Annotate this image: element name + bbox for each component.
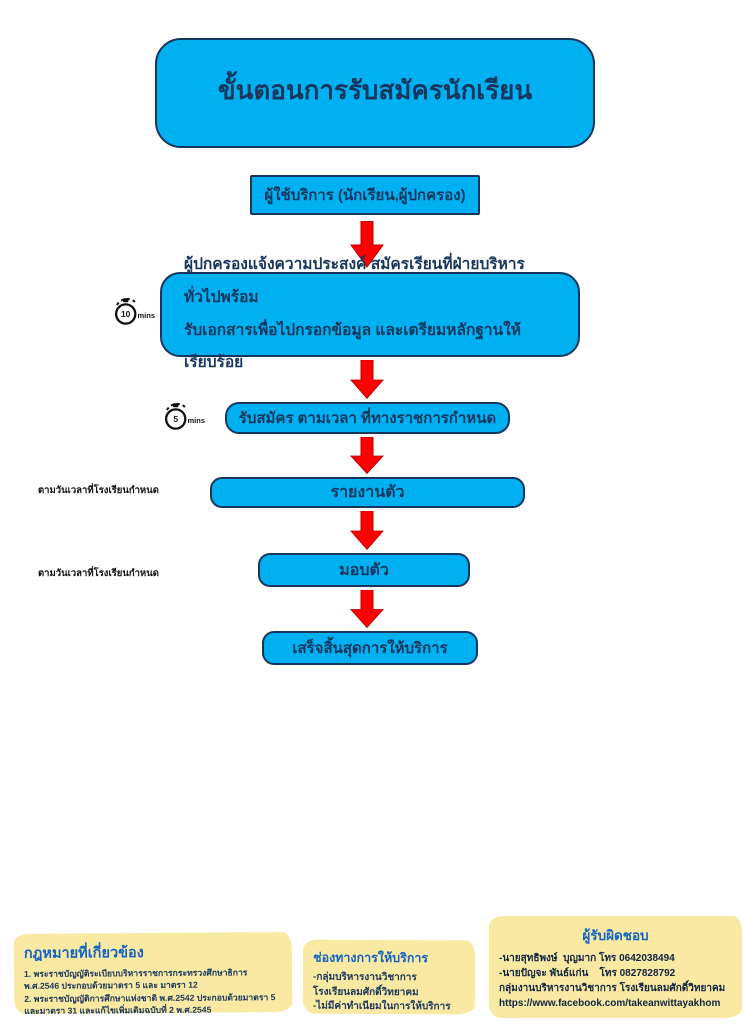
step-inform-line1: ผู้ปกครองแจ้งความประสงค์ สมัครเรียนที่ฝ่ายบริหารทั่วไปพร้อม bbox=[184, 256, 525, 306]
step-user-box bbox=[250, 175, 480, 215]
timer-value: 10 bbox=[120, 309, 131, 319]
channel-line: -กลุ่มบริหารงานวิชาการ bbox=[312, 971, 417, 984]
note-service-channel bbox=[303, 940, 475, 1015]
step-apply-label: รับสมัคร ตามเวลา ที่ทางราชการกำหนด bbox=[238, 410, 497, 427]
timer-unit: mins bbox=[187, 416, 206, 425]
down-arrow-icon bbox=[348, 590, 386, 629]
law-item: 2. พระราชบัญญัติการศึกษาแห่งชาติ พ.ศ.2542 ประกอบด้วยมาตรา 5 และมาตรา 31 และแก้ไขเพิ่มเติมฉบับที่ 2 พ.ศ.2545 bbox=[24, 992, 276, 1017]
facebook-url: https://www.facebook.com/takeanwittayakhom bbox=[499, 998, 721, 1009]
channel-line: -ไม่มีค่าทำเนียมในการให้บริการ bbox=[312, 1000, 451, 1013]
note-related-laws-heading: กฎหมายที่เกี่ยวข้อง bbox=[23, 945, 144, 962]
side-label-report: ตามวันเวลาที่โรงเรียนกำหนด bbox=[38, 485, 159, 496]
step-report-label: รายงานตัว bbox=[330, 484, 405, 501]
responsible-line: -นายปัญจะ พันธ์แก่น โทร 0827828792 bbox=[499, 968, 676, 979]
timer-unit: mins bbox=[137, 311, 156, 320]
step-finish-box bbox=[262, 631, 478, 665]
flowchart-title-box bbox=[155, 38, 595, 148]
note-related-laws bbox=[14, 932, 293, 1017]
stopwatch-10min-icon bbox=[110, 296, 162, 328]
timer-value: 5 bbox=[173, 414, 179, 424]
down-arrow-icon bbox=[348, 360, 386, 400]
step-report-box bbox=[210, 477, 525, 508]
step-finish-label: เสร็จสิ้นสุดการให้บริการ bbox=[292, 640, 448, 657]
step-apply-box bbox=[225, 402, 510, 434]
law-item: 1. พระราชบัญญัติระเบียบบริหารราชการกระทรวงศึกษาธิการ พ.ศ.2546 ประกอบด้วยมาตรา 5 และ มาตรา 12 bbox=[23, 967, 248, 992]
responsible-line: -นายสุทธิพงษ์ บุญมาก โทร 0642038494 bbox=[499, 953, 675, 964]
note-service-channel-heading: ช่องทางการให้บริการ bbox=[313, 950, 429, 966]
step-inform-line2: รับเอกสารเพื่อไปกรอกข้อมูล และเตรียมหลักฐานให้เรียบร้อย bbox=[184, 321, 521, 372]
down-arrow-icon bbox=[348, 511, 386, 551]
stopwatch-5min-icon bbox=[160, 401, 212, 433]
side-label-handover: ตามวันเวลาที่โรงเรียนกำหนด bbox=[38, 568, 159, 579]
responsible-line: กลุ่มงานบริหารงานวิชาการ โรงเรียนลมศักดิ์วิทยาคม bbox=[499, 983, 726, 994]
channel-line: โรงเรียนลมศักดิ์วิทยาคม bbox=[312, 986, 419, 998]
down-arrow-icon bbox=[348, 437, 386, 475]
flowchart-title: ขั้นตอนการรับสมัครนักเรียน bbox=[217, 75, 533, 105]
note-responsible-heading: ผู้รับผิดชอบ bbox=[582, 928, 649, 943]
note-responsible-persons bbox=[489, 916, 742, 1018]
step-handover-label: มอบตัว bbox=[339, 561, 389, 579]
step-inform-box bbox=[160, 256, 580, 372]
step-handover-box bbox=[258, 553, 470, 587]
step-user-label: ผู้ใช้บริการ (นักเรียน,ผู้ปกครอง) bbox=[264, 187, 466, 204]
